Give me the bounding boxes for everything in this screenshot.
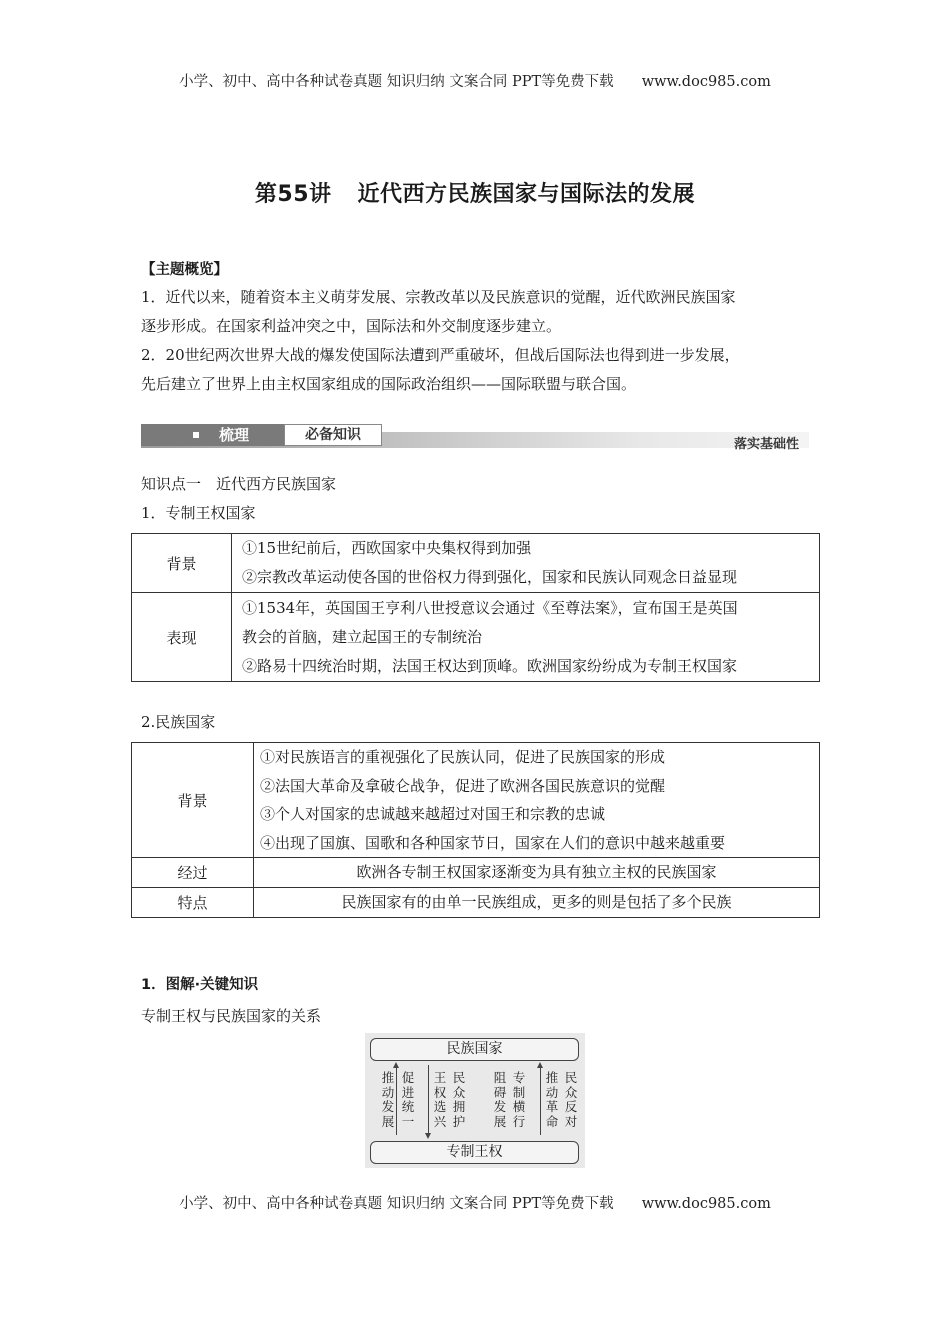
arrow-line-up-right bbox=[540, 1065, 541, 1135]
row-content: 民族国家有的由单一民族组成，更多的则是包括了多个民族 bbox=[254, 888, 820, 918]
content-line: ①对民族语言的重视强化了民族认同，促进了民族国家的形成 bbox=[260, 748, 666, 766]
content-line: ①1534年，英国国王亨利八世授意议会通过《至尊法案》，宣布国王是英国 bbox=[242, 598, 738, 617]
diagram-column: 专制横行 bbox=[512, 1070, 526, 1129]
header-text: 小学、初中、高中各种试卷真题 知识归纳 文案合同 PPT等免费下载 bbox=[179, 74, 614, 90]
row-content: 欧洲各专制王权国家逐渐变为具有独立主权的民族国家 bbox=[254, 858, 820, 888]
diagram-column: 推动革命 bbox=[545, 1070, 559, 1129]
content-line: ②路易十四统治时期，法国王权达到顶峰。欧洲国家纷纷成为专制王权国家 bbox=[242, 656, 738, 675]
diagram-column: 促进统一 bbox=[401, 1070, 415, 1129]
diagram-top-box: 民族国家 bbox=[370, 1038, 579, 1061]
arrow-up-icon bbox=[537, 1062, 543, 1068]
diagram-column: 民众反对 bbox=[564, 1070, 578, 1129]
overview-heading: 【主题概览】 bbox=[141, 262, 228, 278]
diagram-column: 阻碍发展 bbox=[493, 1070, 507, 1129]
section-banner bbox=[141, 424, 809, 450]
content-line: ②法国大革命及拿破仑战争，促进了欧洲各国民族意识的觉醒 bbox=[260, 776, 666, 795]
page-header bbox=[0, 70, 950, 91]
page-title bbox=[0, 177, 950, 208]
table-row bbox=[132, 743, 820, 858]
row-content bbox=[232, 593, 820, 682]
arrow-down-icon bbox=[425, 1133, 431, 1139]
diagram-column: 王权选兴 bbox=[433, 1070, 447, 1129]
banner-left bbox=[141, 424, 284, 446]
table-row bbox=[132, 858, 820, 888]
footer-site: www.doc985.com bbox=[641, 1196, 771, 1212]
nation-state-table bbox=[131, 742, 820, 918]
lecture-name: 近代西方民族国家与国际法的发展 bbox=[357, 182, 696, 207]
diagram-column: 推动发展 bbox=[381, 1070, 395, 1129]
banner-middle-label: 必备知识 bbox=[284, 424, 382, 446]
content-line: ③个人对国家的忠诚越来越超过对国王和宗教的忠诚 bbox=[260, 805, 606, 823]
row-content bbox=[254, 743, 820, 858]
row-label: 经过 bbox=[132, 858, 254, 888]
overview-paragraph-1 bbox=[141, 283, 821, 341]
overview-p1-line1: 1．近代以来，随着资本主义萌芽发展、宗教改革以及民族意识的觉醒，近代欧洲民族国家 bbox=[141, 288, 736, 306]
table-row bbox=[132, 593, 820, 682]
subheading-absolute-monarchy: 1．专制王权国家 bbox=[141, 504, 256, 522]
overview-p2-line1: 2．20世纪两次世界大战的爆发使国际法遭到严重破坏，但战后国际法也得到进一步发展， bbox=[141, 346, 740, 364]
relationship-diagram bbox=[365, 1033, 585, 1168]
diagram-column: 民众拥护 bbox=[452, 1070, 466, 1129]
content-line: ②宗教改革运动使各国的世俗权力得到强化，国家和民族认同观念日益显现 bbox=[242, 568, 738, 586]
diagram-caption: 专制王权与民族国家的关系 bbox=[141, 1007, 322, 1025]
table-row bbox=[132, 534, 820, 593]
lecture-number: 第55讲 bbox=[254, 182, 332, 207]
table-row bbox=[132, 888, 820, 918]
diagram-heading: 1．图解·关键知识 bbox=[141, 977, 259, 993]
overview-p2-line2: 先后建立了世界上由主权国家组成的国际政治组织——国际联盟与联合国。 bbox=[141, 375, 637, 393]
banner-left-label: 梳理 bbox=[219, 426, 250, 444]
content-line: 教会的首脑，建立起国王的专制统治 bbox=[242, 627, 483, 646]
content-line: ④出现了国旗、国歌和各种国家节日，国家在人们的意识中越来越重要 bbox=[260, 833, 726, 852]
overview-paragraph-2 bbox=[141, 341, 821, 399]
footer-text: 小学、初中、高中各种试卷真题 知识归纳 文案合同 PPT等免费下载 bbox=[179, 1196, 614, 1212]
arrow-line-down-left bbox=[428, 1065, 429, 1135]
square-bullet-icon bbox=[193, 432, 199, 438]
banner-right-label: 落实基础性 bbox=[733, 437, 799, 452]
page-footer bbox=[0, 1192, 950, 1213]
header-site: www.doc985.com bbox=[641, 74, 771, 90]
row-label: 表现 bbox=[132, 593, 232, 682]
overview-p1-line2: 逐步形成。在国家利益冲突之中，国际法和外交制度逐步建立。 bbox=[141, 317, 562, 335]
absolute-monarchy-table bbox=[131, 533, 820, 682]
row-label: 背景 bbox=[132, 534, 232, 593]
knowledge-point-heading: 知识点一 近代西方民族国家 bbox=[141, 475, 337, 493]
diagram-bottom-box: 专制王权 bbox=[370, 1141, 579, 1164]
subheading-nation-state: 2.民族国家 bbox=[141, 713, 216, 731]
arrow-line-up-left bbox=[396, 1065, 397, 1135]
content-line: ①15世纪前后，西欧国家中央集权得到加强 bbox=[242, 539, 532, 557]
row-content bbox=[232, 534, 820, 593]
row-label: 特点 bbox=[132, 888, 254, 918]
arrow-up-icon bbox=[393, 1062, 399, 1068]
row-label: 背景 bbox=[132, 743, 254, 858]
